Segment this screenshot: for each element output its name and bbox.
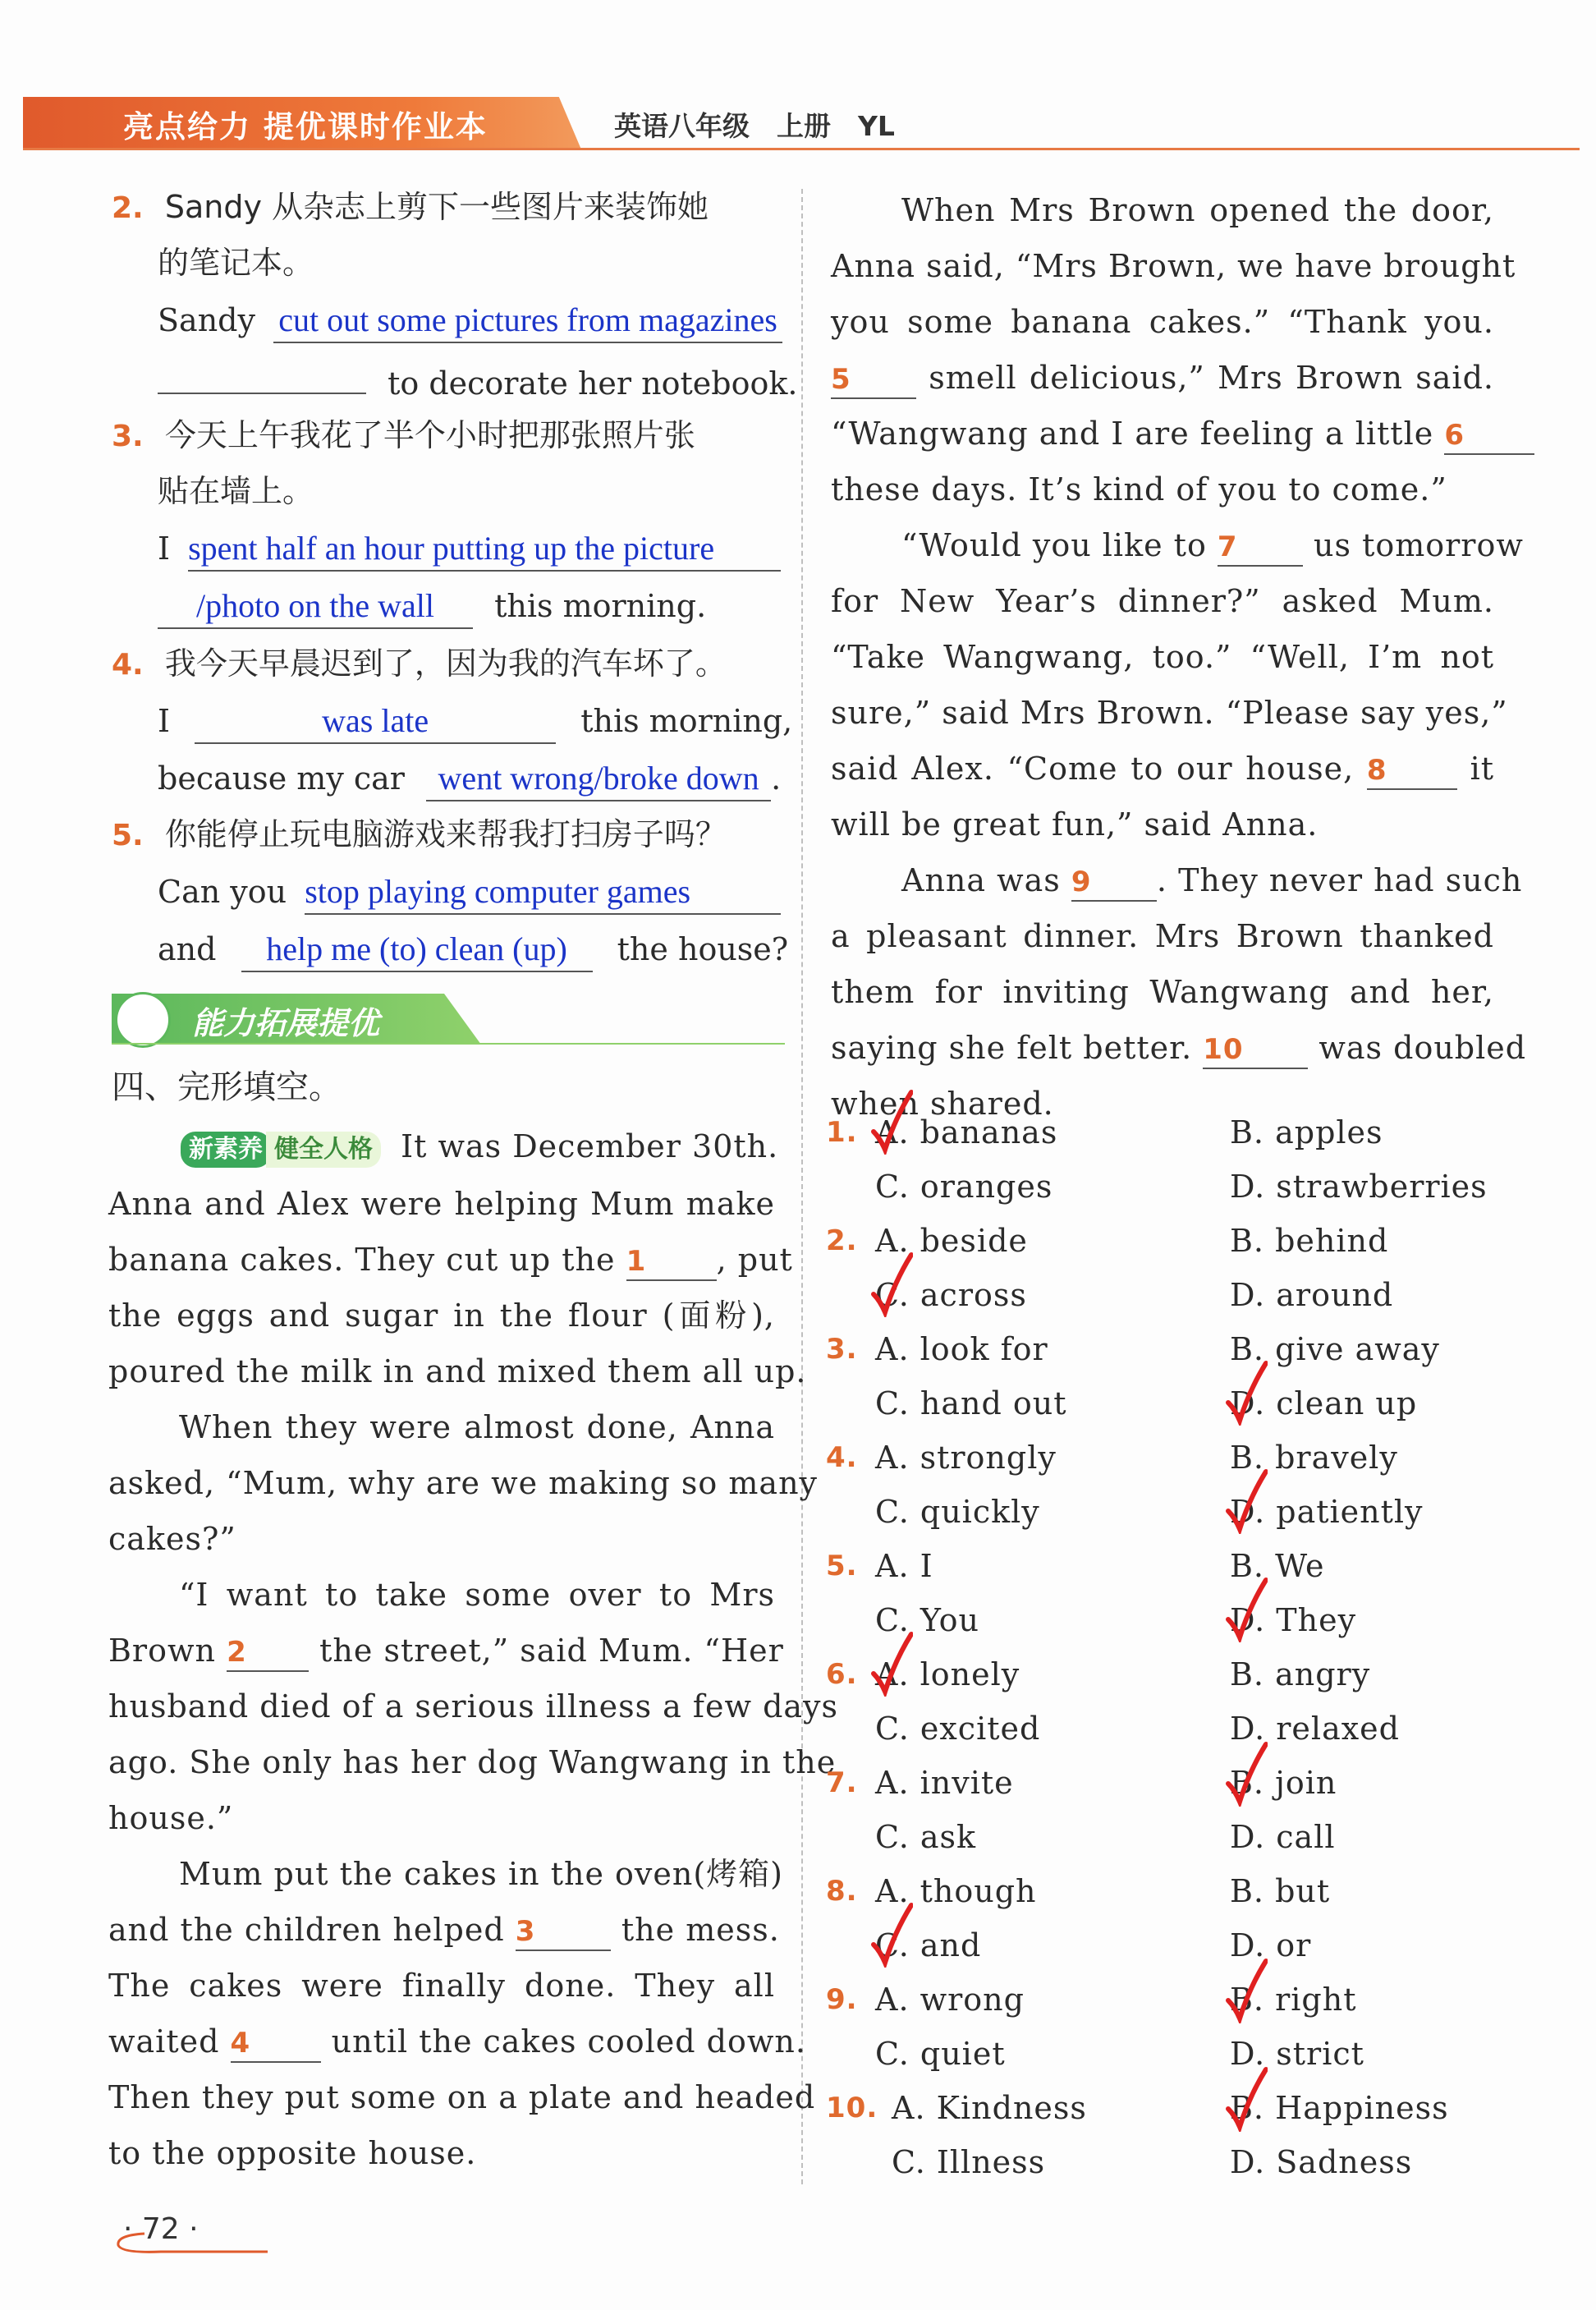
option-d: D. strawberries	[1230, 1169, 1488, 1205]
cloze-intro-line: 新素养 健全人格 It was December 30th.	[181, 1118, 778, 1174]
line-with-blank-4: waited 4 until the cakes cooled down.	[108, 2014, 775, 2069]
line-with-blank-7: “Would you like to 7 us tomorrow	[831, 517, 1494, 573]
blank-1: 1	[626, 1240, 717, 1281]
question-4: 4. 我今天早晨迟到了，因为我的汽车坏了。	[112, 645, 727, 682]
blank-4: 4	[231, 2022, 321, 2063]
lightbulb-icon	[115, 992, 171, 1048]
option-number: 10.	[826, 2092, 878, 2124]
option-c: C. You	[875, 1602, 980, 1638]
cloze-passage-left: Anna and Alex were helping Mum make banana cakes. They cut up the 1 , put the eggs and sugar in the flour (面粉), poured the milk in and mixed them all up. When they were almost done, Anna asked, “Mum, why are we making so many cakes?” “I want to take some over to Mrs Brown 2 the street,” said Mum. “Her husband died of a serious illness a few days ago. She only has her dog Wangwang in the house.” Mum put the cakes in the oven(烤箱) and the children helped 3 the mess. The cakes were finally done. They all waited 4 until the cakes cooled down. Then they put some on a plate and headed to the opposite house.	[108, 1186, 839, 2171]
question-5-answer-line-2: and help me (to) clean (up) the house?	[158, 921, 788, 977]
line-with-blank-3: and the children helped 3 the mess.	[108, 1902, 775, 1958]
line-with-blank-9: Anna was 9 . They never had such	[831, 852, 1494, 908]
option-c: C. excited	[875, 1711, 1041, 1747]
option-d: D. or	[1230, 1927, 1312, 1963]
option-d: D. patiently	[1230, 1494, 1424, 1530]
answer-blank: spent half an hour putting up the picture	[188, 527, 781, 572]
option-b: B. apples	[1230, 1114, 1383, 1150]
option-number: 6.	[826, 1658, 858, 1691]
blank-10: 10	[1203, 1028, 1308, 1069]
option-d: D. They	[1230, 1602, 1357, 1638]
option-number: 4.	[826, 1441, 858, 1474]
blank-5: 5	[831, 358, 916, 399]
option-number: 5.	[826, 1550, 858, 1582]
question-5: 5. 你能停止玩电脑游戏来帮我打扫房子吗？	[112, 816, 727, 852]
question-2-answer-line: Sandy cut out some pictures from magazines	[158, 292, 782, 348]
line-with-blank-6: “Wangwang and I are feeling a little 6	[831, 406, 1494, 462]
checkmark-icon	[1225, 2066, 1268, 2132]
option-b: B. behind	[1230, 1223, 1389, 1259]
option-c: C. ask	[875, 1819, 977, 1855]
header-rule	[23, 148, 1580, 150]
checkmark-icon	[870, 1631, 913, 1697]
checkmark-icon	[870, 1251, 913, 1317]
option-b: B. Happiness	[1230, 2090, 1449, 2126]
checkmark-icon	[870, 1089, 913, 1155]
option-d: D. Sadness	[1230, 2144, 1413, 2180]
option-number: 1.	[826, 1116, 858, 1149]
question-3-answer-line-2: /photo on the wall this morning.	[158, 578, 706, 634]
header-subtitle: 英语八年级 上册 YL	[614, 110, 895, 142]
option-b: B. bravely	[1230, 1440, 1398, 1476]
answer-blank: went wrong/broke down	[426, 757, 771, 801]
option-c: C. oranges	[875, 1169, 1053, 1205]
answer-blank: /photo on the wall	[158, 585, 473, 629]
option-c: C. and	[875, 1927, 982, 1963]
option-a: A. though	[875, 1873, 1037, 1909]
option-number: 3.	[826, 1333, 858, 1366]
option-number: 9.	[826, 1983, 858, 2016]
checkmark-icon	[1225, 1577, 1268, 1642]
blank-3: 3	[516, 1910, 611, 1951]
question-2: 2. Sandy 从杂志上剪下一些图片来装饰她	[112, 189, 709, 225]
option-b: B. give away	[1230, 1331, 1440, 1367]
option-a: A. Kindness	[892, 2090, 1087, 2126]
line-with-blank-2: Brown 2 the street,” said Mum. “Her	[108, 1623, 775, 1679]
line-with-blank-8: said Alex. “Come to our house, 8 it	[831, 741, 1494, 797]
checkmark-icon	[1225, 1958, 1268, 2023]
blank-6: 6	[1444, 414, 1534, 455]
answer-blank	[158, 350, 366, 394]
option-c: C. hand out	[875, 1385, 1067, 1421]
question-3: 3. 今天上午我花了半个小时把那张照片张	[112, 417, 695, 453]
answer-blank: help me (to) clean (up)	[241, 928, 593, 972]
option-d: D. call	[1230, 1819, 1336, 1855]
option-b: B. join	[1230, 1765, 1337, 1801]
page-number: · 72 ·	[123, 2212, 199, 2246]
cloze-passage-right: When Mrs Brown opened the door, Anna said, “Mrs Brown, we have brought you some banana cakes.” “Thank you. 5 smell delicious,” Mrs Brown said. “Wangwang and I are feeling a little 6 these days. It’s kind of you to come.” “Would you like to 7 us tomorrow for New Year’s dinner?” asked Mum. “Take Wangwang, too.” “Well, I’m not sure,” said Mrs Brown. “Please say yes,” said Alex. “Come to our house, 8 it will be great fun,” said Anna. Anna was 9 . They never had such a pleasant dinner. Mrs Brown thanked them for inviting Wangwang and her, saying she felt better. 10 was doubled when shared.	[831, 182, 1494, 1132]
option-a: A. I	[875, 1548, 933, 1584]
question-3-cn-cont: 贴在墙上。	[158, 473, 314, 509]
badge-personality: 健全人格	[266, 1132, 381, 1168]
option-b: B. We	[1230, 1548, 1325, 1584]
question-4-answer-line: I was late this morning,	[158, 693, 792, 749]
checkmark-icon	[1225, 1741, 1268, 1807]
option-number: 7.	[826, 1766, 858, 1799]
section-banner-label: 能力拓展提优	[192, 1005, 380, 1041]
option-c: C. across	[875, 1277, 1027, 1313]
section-title: 四、完形填空。	[112, 1068, 342, 1106]
column-divider	[801, 189, 803, 2184]
section-rule	[112, 1043, 785, 1045]
blank-8: 8	[1367, 749, 1457, 790]
option-number: 2.	[826, 1224, 858, 1257]
option-a: A. look for	[875, 1331, 1048, 1367]
option-d: D. relaxed	[1230, 1711, 1400, 1747]
line-with-blank-5: 5 smell delicious,” Mrs Brown said.	[831, 350, 1494, 406]
option-b: B. right	[1230, 1982, 1357, 2018]
answer-blank: cut out some pictures from magazines	[273, 299, 782, 343]
option-b: B. but	[1230, 1873, 1331, 1909]
option-c: C. Illness	[892, 2144, 1046, 2180]
option-d: D. around	[1230, 1277, 1394, 1313]
option-b: B. angry	[1230, 1656, 1371, 1692]
option-c: C. quickly	[875, 1494, 1040, 1530]
option-a: A. lonely	[875, 1656, 1020, 1692]
option-d: D. strict	[1230, 2036, 1364, 2072]
answer-blank: was late	[195, 700, 556, 744]
option-a: A. strongly	[875, 1440, 1057, 1476]
question-2-cn-cont: 的笔记本。	[158, 245, 314, 281]
question-3-answer-line: I spent half an hour putting up the picture	[158, 521, 781, 576]
option-c: C. quiet	[875, 2036, 1006, 2072]
option-a: A. beside	[875, 1223, 1028, 1259]
option-d: D. clean up	[1230, 1385, 1418, 1421]
checkmark-icon	[870, 1902, 913, 1968]
question-5-answer-line: Can you stop playing computer games	[158, 864, 781, 920]
option-a: A. invite	[875, 1765, 1014, 1801]
question-2-answer-line-2: to decorate her notebook.	[158, 350, 797, 411]
blank-7: 7	[1218, 526, 1303, 567]
question-4-answer-line-2: because my car went wrong/broke down .	[158, 751, 781, 806]
line-with-blank-1: banana cakes. They cut up the 1 , put	[108, 1232, 775, 1288]
answer-blank: stop playing computer games	[305, 870, 781, 915]
checkmark-icon	[1225, 1360, 1268, 1426]
line-with-blank-10: saying she felt better. 10 was doubled	[831, 1020, 1494, 1076]
blank-9: 9	[1071, 861, 1157, 902]
checkmark-icon	[1225, 1468, 1268, 1534]
header-title: 亮点给力 提优课时作业本	[123, 109, 488, 145]
option-number: 8.	[826, 1875, 858, 1908]
blank-2: 2	[227, 1631, 309, 1672]
badge-new-literacy: 新素养	[181, 1132, 271, 1168]
option-a: A. wrong	[875, 1982, 1025, 2018]
option-a: A. bananas	[875, 1114, 1058, 1150]
